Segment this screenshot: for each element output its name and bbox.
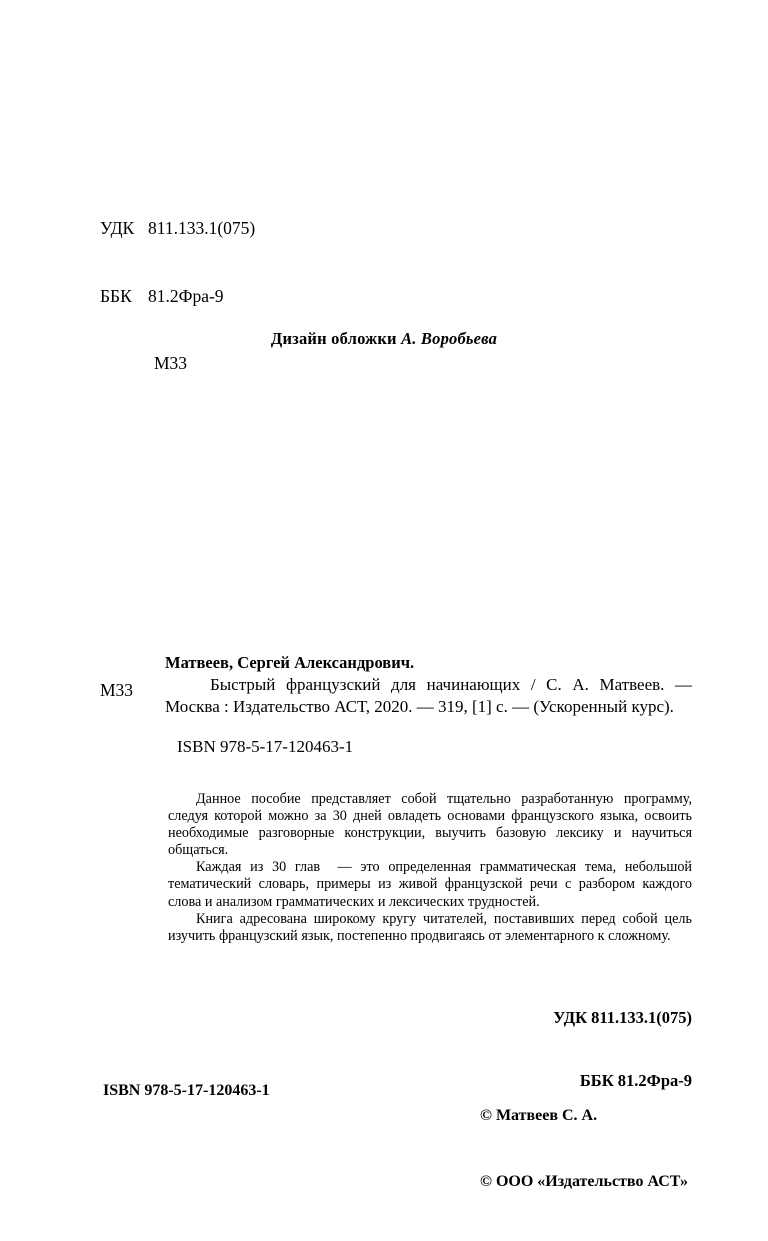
- annotation-block: [168, 791, 696, 945]
- classification-block-top: [100, 172, 255, 420]
- bbk-line-bottom: ББК 81.2Фра-9: [579, 1071, 692, 1090]
- cover-design-credit-prefix: Дизайн обложки: [270, 329, 402, 348]
- record-title-statement: Быстрый французский для начинающих / С. А. Матвеев. — Москва : Издательство АСТ, 2020. — 319, [1] с. — (Ускоренный курс).: [165, 675, 692, 716]
- copyright-publisher: © ООО «Издательство АСТ»: [480, 1173, 689, 1190]
- copyright-block: [480, 1061, 688, 1237]
- record-isbn: ISBN 978-5-17-120463-1: [177, 737, 354, 756]
- shelf-mark-record: М33: [100, 680, 134, 700]
- cip-record-body: [165, 652, 692, 758]
- udk-label-top: УДК: [100, 218, 135, 238]
- udk-value-top: 811.133.1(075): [148, 218, 256, 238]
- udk-line-bottom: УДК 811.133.1(075): [553, 1008, 692, 1027]
- shelf-mark-top: М33: [154, 353, 188, 373]
- udk-row-top: [100, 217, 255, 240]
- isbn-bottom: ISBN 978-5-17-120463-1: [103, 1082, 270, 1099]
- cover-designer-name: А. Воробьева: [401, 329, 498, 348]
- record-author: Матвеев, Сергей Александрович.: [165, 653, 415, 672]
- cover-design-credit: [0, 329, 768, 349]
- bbk-label-top: ББК: [100, 285, 132, 306]
- copyright-author: © Матвеев С. А.: [480, 1107, 598, 1124]
- annotation-paragraph: Данное пособие представляет собой тщательно разработанную программу, следуя которой можно за 30 дней овладеть основами французского языка, освоить необходимые разговорные конструкции, выучить базовую лексику и научиться общаться.: [168, 791, 696, 859]
- bbk-row-top: [100, 285, 255, 308]
- annotation-paragraph: Каждая из 30 глав — это определенная грамматическая тема, небольшой тематический словарь, примеры из живой французской речи с разбором каждого слова и анализом грамматических и лексических трудностей.: [168, 859, 696, 910]
- bbk-value-top: 81.2Фра-9: [148, 285, 224, 306]
- cip-record: [100, 652, 692, 758]
- annotation-paragraph: Книга адресована широкому кругу читателей, поставивших перед собой цель изучить французский язык, постепенно продвигаясь от элементарного к сложному.: [168, 910, 696, 944]
